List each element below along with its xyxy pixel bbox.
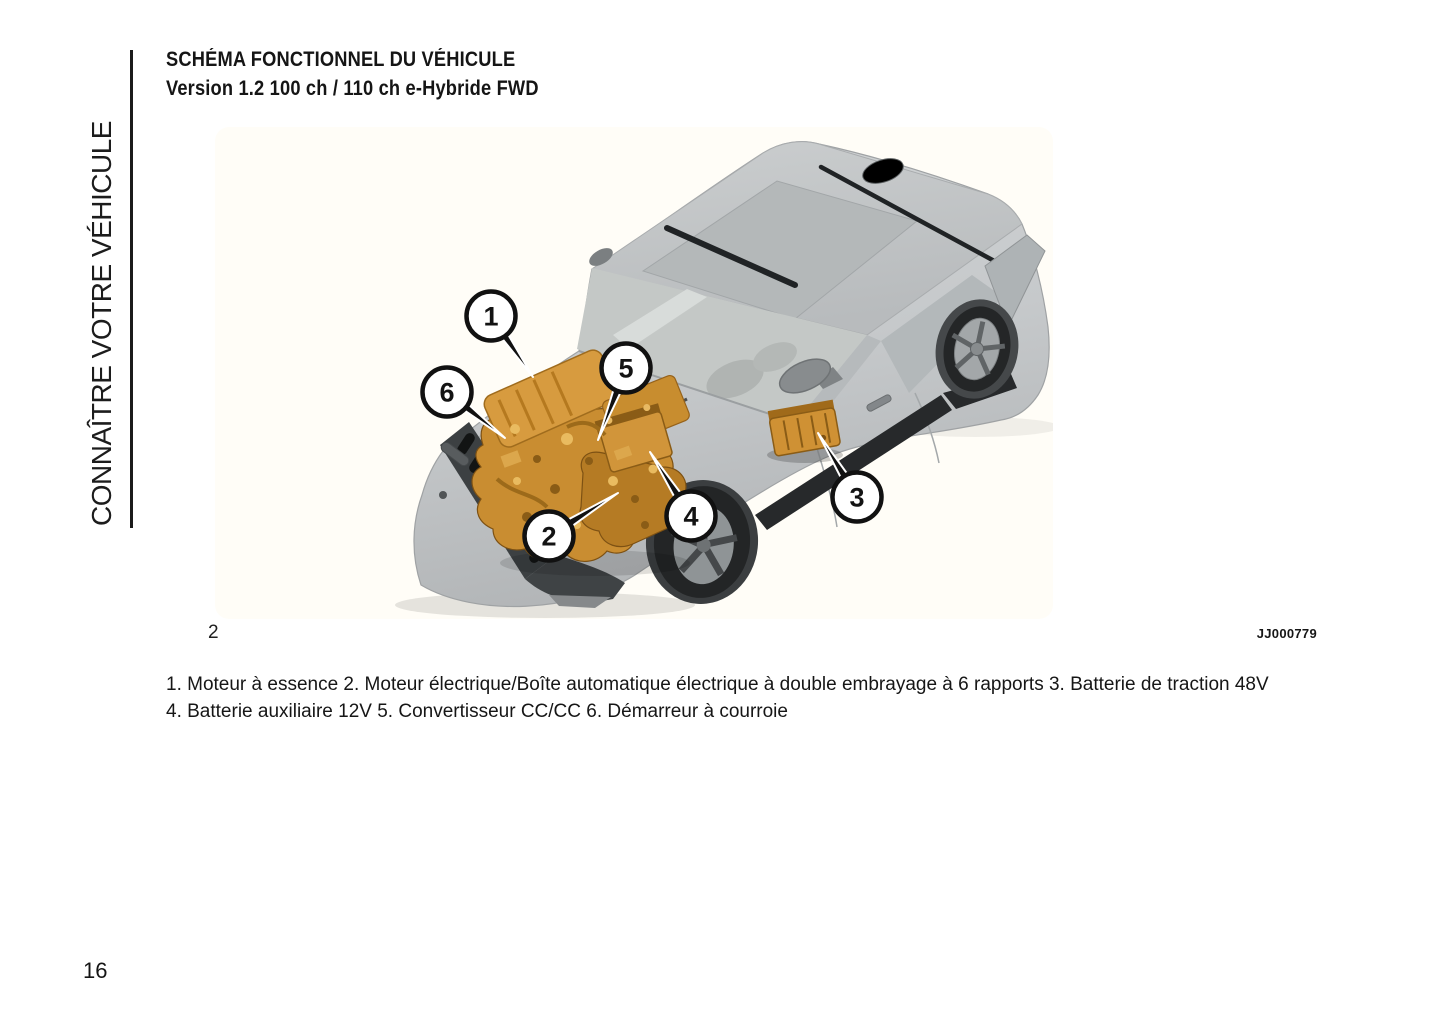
- page-subtitle: Version 1.2 100 ch / 110 ch e-Hybride FWD: [166, 77, 539, 100]
- callout-6-label: 6: [439, 377, 455, 408]
- legend-line-2: 4. Batterie auxiliaire 12V 5. Convertisseur CC/CC 6. Démarreur à courroie: [166, 700, 788, 722]
- figure-legend: [166, 672, 1406, 725]
- page-header: [166, 45, 594, 103]
- sidebar-rule: [130, 50, 133, 528]
- vehicle-illustration: [215, 127, 1053, 619]
- callout-3-label: 3: [849, 482, 865, 513]
- figure-reference-code: JJ000779: [1256, 626, 1317, 641]
- figure-number: 2: [208, 622, 219, 643]
- callout-4-label: 4: [683, 501, 699, 532]
- figure-vehicle-diagram: [215, 127, 1053, 619]
- page-number: 16: [83, 958, 108, 983]
- callout-5-label: 5: [618, 353, 634, 384]
- legend-line-1: 1. Moteur à essence 2. Moteur électrique/Boîte automatique électrique à double embrayage à 6 rapports 3. Batterie de traction 48V: [166, 674, 1269, 695]
- callout-2-label: 2: [541, 521, 557, 552]
- page-title: SCHÉMA FONCTIONNEL DU VÉHICULE: [166, 48, 516, 71]
- callout-1-label: 1: [483, 301, 499, 332]
- fog-light: [439, 491, 447, 499]
- chapter-sidebar-label: CONNAÎTRE VOTRE VÉHICULE: [86, 121, 117, 526]
